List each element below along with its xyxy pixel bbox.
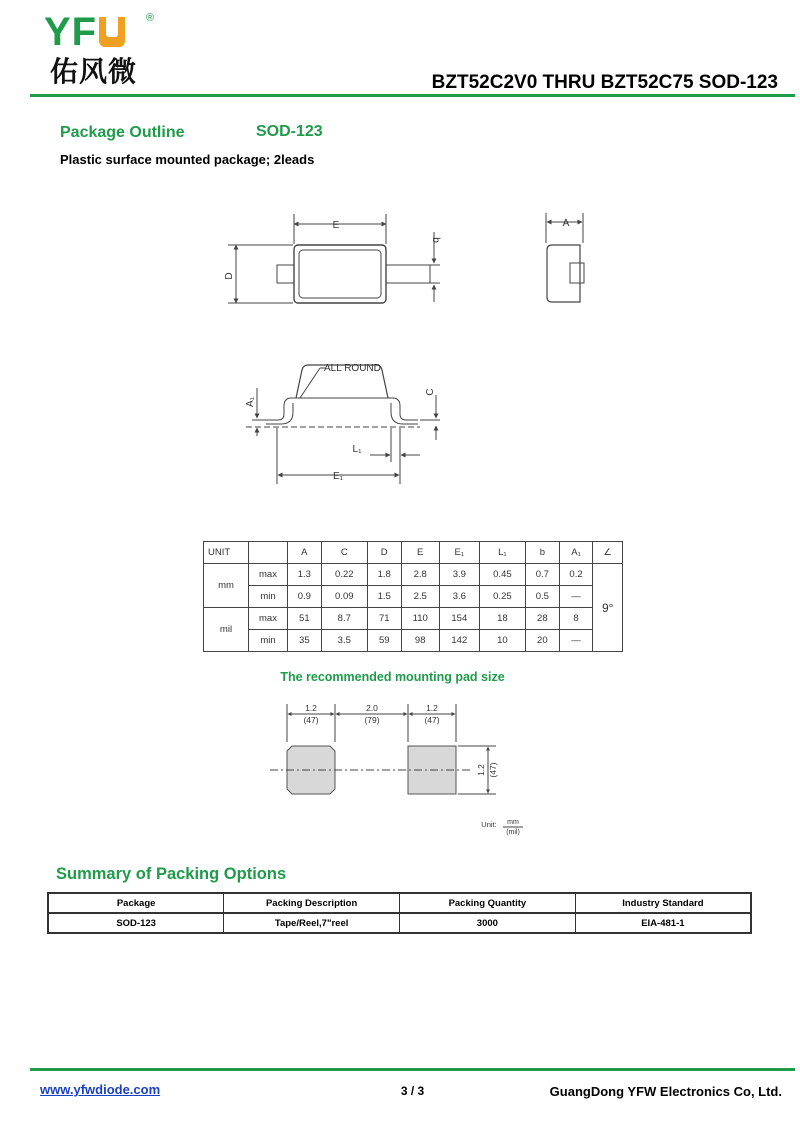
- table-row: [204, 608, 623, 630]
- packing-header: Package: [48, 893, 224, 913]
- angle-cell: 9°: [593, 564, 623, 652]
- value-cell: 18: [479, 608, 525, 630]
- col-header: E: [401, 542, 439, 564]
- unit-cell: mil: [204, 608, 249, 652]
- value-cell: 35: [288, 630, 322, 652]
- page-number: 3 / 3: [400, 1084, 425, 1098]
- footer-divider: [30, 1068, 795, 1071]
- value-cell: —: [559, 630, 593, 652]
- type-cell: max: [249, 564, 288, 586]
- value-cell: 71: [367, 608, 401, 630]
- col-header: A₁: [559, 542, 593, 564]
- unit-mil: (mil): [506, 829, 520, 836]
- pad-width-mm: 1.2: [305, 703, 317, 713]
- col-header: b: [526, 542, 560, 564]
- package-outline-heading: Package Outline: [60, 124, 185, 141]
- label-a: A: [562, 218, 570, 229]
- document-title: BZT52C2V0 THRU BZT52C75 SOD-123: [431, 72, 778, 93]
- value-cell: 8.7: [321, 608, 367, 630]
- type-cell: max: [249, 608, 288, 630]
- label-d: D: [224, 272, 235, 280]
- value-cell: 51: [288, 608, 322, 630]
- table-row: [204, 630, 623, 652]
- website-link[interactable]: www.yfwdiode.com: [40, 1082, 161, 1097]
- logo-chinese-name: 佑风微: [50, 55, 138, 88]
- col-header: E₁: [439, 542, 479, 564]
- col-header: L₁: [479, 542, 525, 564]
- value-cell: 1.8: [367, 564, 401, 586]
- dimension-table: [203, 541, 623, 652]
- label-b: b: [430, 237, 441, 243]
- unit-label: Unit:: [481, 820, 497, 829]
- value-cell: 0.45: [479, 564, 525, 586]
- value-cell: 59: [367, 630, 401, 652]
- value-cell: 10: [479, 630, 525, 652]
- packing-options-heading: Summary of Packing Options: [56, 865, 287, 883]
- packing-header: Industry Standard: [575, 893, 751, 913]
- pad-width-mil: (47): [303, 715, 319, 725]
- label-l1: L₁: [352, 444, 362, 455]
- packing-header-row: [48, 893, 751, 913]
- value-cell: 20: [526, 630, 560, 652]
- pad-size-title: The recommended mounting pad size: [280, 670, 505, 684]
- packing-table: [47, 892, 752, 934]
- table-row: [204, 564, 623, 586]
- pad-height-mm: 1.2: [476, 764, 486, 776]
- mounting-pad-drawing: [0, 690, 800, 840]
- value-cell: 28: [526, 608, 560, 630]
- value-cell: 0.7: [526, 564, 560, 586]
- value-cell: 0.5: [526, 586, 560, 608]
- label-c: C: [425, 388, 436, 396]
- label-e1: E₁: [332, 471, 344, 482]
- value-cell: 98: [401, 630, 439, 652]
- label-all-round: ALL ROUND: [324, 363, 381, 374]
- registered-mark: ®: [146, 12, 155, 24]
- type-cell: min: [249, 630, 288, 652]
- value-cell: 0.25: [479, 586, 525, 608]
- pad-width2-mm: 1.2: [426, 703, 438, 713]
- value-cell: 1.3: [288, 564, 322, 586]
- unit-cell: mm: [204, 564, 249, 608]
- company-name: GuangDong YFW Electronics Co, Ltd.: [549, 1084, 782, 1099]
- col-header: C: [321, 542, 367, 564]
- company-logo: YF: [44, 12, 125, 52]
- value-cell: 154: [439, 608, 479, 630]
- value-cell: 0.2: [559, 564, 593, 586]
- table-header-row: [204, 542, 623, 564]
- pad-gap-mm: 2.0: [366, 703, 378, 713]
- value-cell: 142: [439, 630, 479, 652]
- value-cell: —: [559, 586, 593, 608]
- unit-mm: mm: [507, 819, 519, 826]
- value-cell: 3.5: [321, 630, 367, 652]
- packing-row: [48, 913, 751, 933]
- packing-cell: Tape/Reel,7"reel: [224, 913, 400, 933]
- value-cell: 1.5: [367, 586, 401, 608]
- value-cell: 2.5: [401, 586, 439, 608]
- packing-header: Packing Description: [224, 893, 400, 913]
- value-cell: 0.9: [288, 586, 322, 608]
- label-e: E: [332, 220, 340, 231]
- pad-width2-mil: (47): [424, 715, 440, 725]
- packing-cell: SOD-123: [48, 913, 224, 933]
- package-name: SOD-123: [256, 123, 323, 140]
- packing-header: Packing Quantity: [400, 893, 576, 913]
- value-cell: 3.6: [439, 586, 479, 608]
- value-cell: 8: [559, 608, 593, 630]
- type-cell: min: [249, 586, 288, 608]
- label-a1: A₁: [245, 396, 256, 408]
- value-cell: 3.9: [439, 564, 479, 586]
- packing-cell: 3000: [400, 913, 576, 933]
- value-cell: 2.8: [401, 564, 439, 586]
- table-row: [204, 586, 623, 608]
- unit-header: UNIT: [204, 542, 249, 564]
- col-header: ∠: [593, 542, 623, 564]
- value-cell: 110: [401, 608, 439, 630]
- value-cell: 0.22: [321, 564, 367, 586]
- package-outline-drawing: [0, 0, 800, 530]
- value-cell: 0.09: [321, 586, 367, 608]
- col-header: A: [288, 542, 322, 564]
- col-header: D: [367, 542, 401, 564]
- pad-height-mil: (47): [488, 762, 498, 778]
- packing-cell: EIA-481-1: [575, 913, 751, 933]
- pad-gap-mil: (79): [364, 715, 380, 725]
- package-description: Plastic surface mounted package; 2leads: [60, 152, 315, 167]
